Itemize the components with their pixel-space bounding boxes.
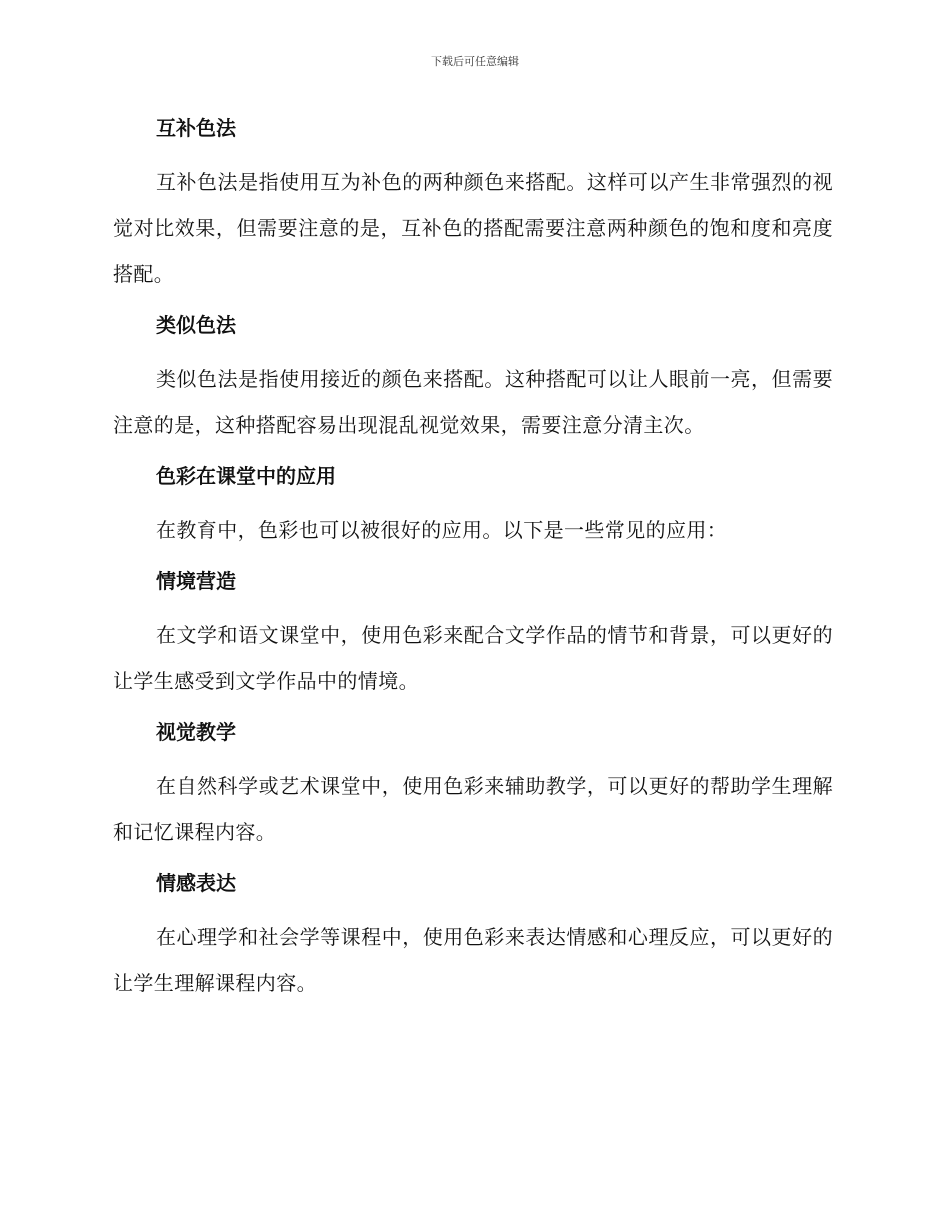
section-body-scenario: 在文学和语文课堂中，使用色彩来配合文学作品的情节和背景，可以更好的让学生感受到文学作品中的情境。 [113,623,833,693]
document-body [113,112,833,1006]
section-body-emotion: 在心理学和社会学等课程中，使用色彩来表达情感和心理反应，可以更好的让学生理解课程内容。 [113,925,833,995]
section-heading-analogous: 类似色法 [156,313,236,337]
section-heading-visual-teaching: 视觉教学 [156,720,236,744]
section-body-visual-teaching: 在自然科学或艺术课堂中，使用色彩来辅助教学，可以更好的帮助学生理解和记忆课程内容。 [113,774,833,844]
section-heading-scenario: 情境营造 [156,569,236,593]
section-heading-emotion: 情感表达 [156,871,236,895]
section-body-classroom: 在教育中，色彩也可以被很好的应用。以下是一些常见的应用： [156,518,728,542]
section-heading-complementary: 互补色法 [156,116,236,140]
section-body-complementary: 互补色法是指使用互为补色的两种颜色来搭配。这样可以产生非常强烈的视觉对比效果，但需要注意的是，互补色的搭配需要注意两种颜色的饱和度和亮度搭配。 [113,170,833,286]
page-header-note: 下载后可任意编辑 [431,55,519,68]
section-body-analogous: 类似色法是指使用接近的颜色来搭配。这种搭配可以让人眼前一亮，但需要注意的是，这种搭配容易出现混乱视觉效果，需要注意分清主次。 [113,367,833,437]
section-heading-classroom: 色彩在课堂中的应用 [156,464,336,488]
